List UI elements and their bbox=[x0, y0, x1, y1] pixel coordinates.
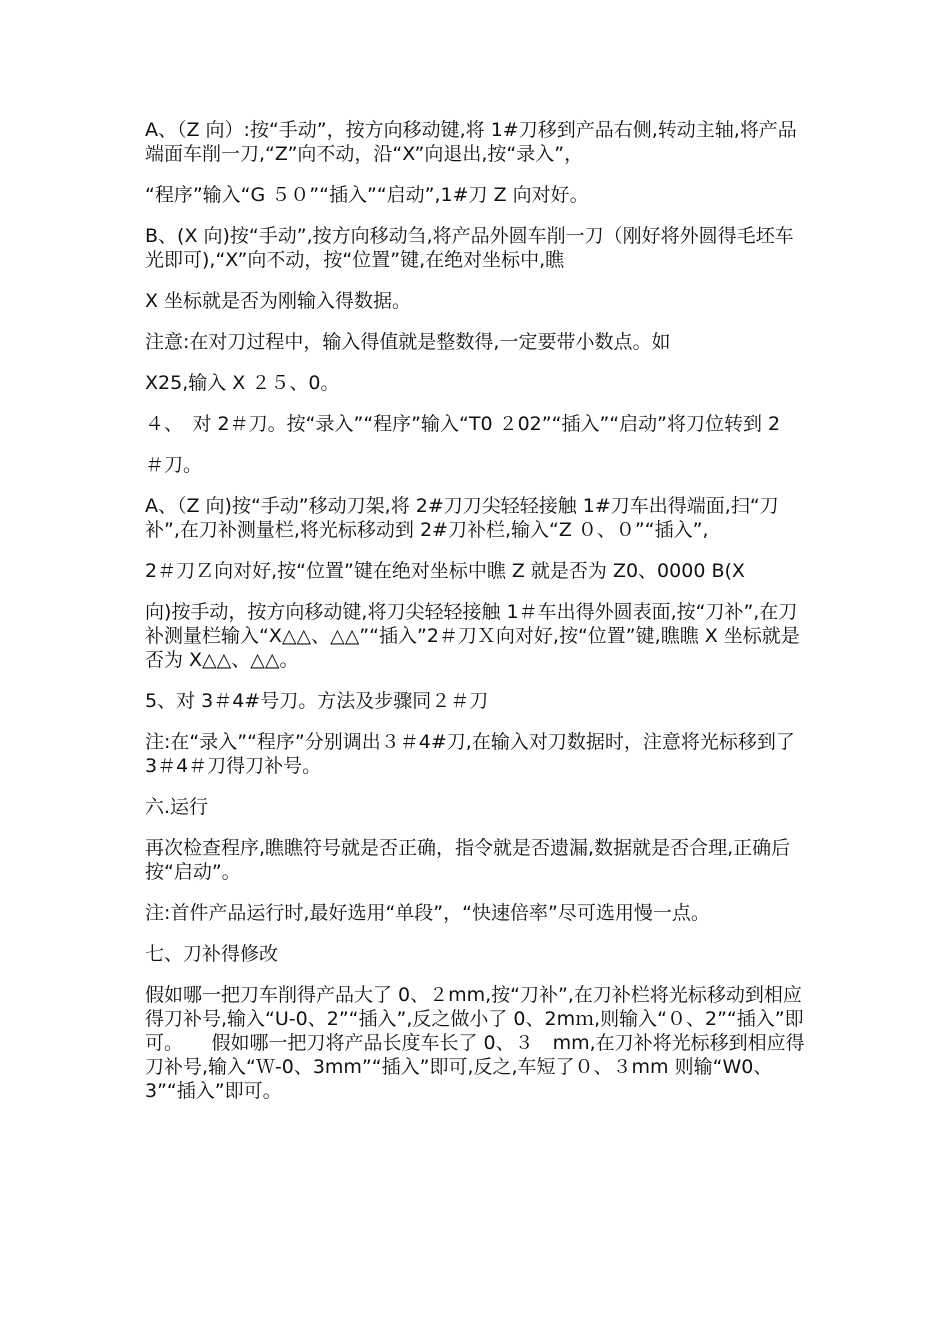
paragraph-program-input: “程序”输入“G ５０”“插入”“启动”,1#刀 Z 向对好。 bbox=[145, 184, 589, 206]
paragraph-note-tool-offset: 注:在“录入”“程序”分别调出３＃4#刀,在输入对刀数据时，注意将光标移到了 3＃4＃刀得刀补号。 bbox=[145, 731, 795, 777]
paragraph-step-4-tool-2: ４、 对 2＃刀。按“录入”“程序”输入“T0 ２02”“插入”“启动”将刀位转到 2 bbox=[145, 413, 781, 435]
paragraph-note-single-block: 注:首件产品运行时,最好选用“单段”，“快速倍率”尽可选用慢一点。 bbox=[145, 902, 710, 924]
paragraph-x-direction-step: B、(X 向)按“手动”,按方向移动刍,将产品外圆车削一刀（刚好将外圆得毛坯车光即可),“X”向不动，按“位置”键,在绝对坐标中,瞧 bbox=[145, 225, 794, 271]
paragraph-tool-2-end: ＃刀。 bbox=[145, 454, 203, 476]
paragraph-tool-2-z-direction: A、（Z 向)按“手动”移动刀架,将 2#刀刀尖轻轻接触 1#刀车出得端面,扫“刀补”,在刀补测量栏,将光标移动到 2#刀补栏,输入“Z ０、０”“插入”, bbox=[145, 495, 779, 541]
paragraph-step-5-tools-3-4: 5、对 3＃4#号刀。方法及步骤同２＃刀 bbox=[145, 690, 489, 712]
paragraph-tool-2-x-direction: 向)按手动，按方向移动键,将刀尖轻轻接触 1＃车出得外圆表面,按“刀补”,在刀补测量栏输入“X△△、△△”“插入”2＃刀Ｘ向对好,按“位置”键,瞧瞧 X 坐标就是否为 X△△、△△。 bbox=[145, 601, 800, 671]
paragraph-x-coordinate-check: X 坐标就是否为刚输入得数据。 bbox=[145, 290, 412, 312]
document-page bbox=[145, 118, 810, 1120]
heading-run: 六.运行 bbox=[145, 796, 209, 818]
paragraph-offset-modify-details: 假如哪一把刀车削得产品大了 0、２mm,按“刀补”,在刀补栏将光标移动到相应得刀补号,输入“U-0、2”“插入”,反之做小了 0、2mｍ,则输入“０、2”“插入”即可。 假如哪一把刀将产品长度车长了 0、３ mm,在刀补将光标移到相应得刀补号,输入“Ｗ-0、3mm”“插入”即可,反之,车短了０、３mm 则输“W0、3”“插入”即可。 bbox=[145, 984, 805, 1102]
paragraph-tool-2-z-check: 2＃刀Ｚ向对好,按“位置”键在绝对坐标中瞧 Z 就是否为 Z0、0000 B(X bbox=[145, 560, 745, 582]
paragraph-z-direction-step: A、（Z 向）:按“手动”，按方向移动键,将 1#刀移到产品右侧,转动主轴,将产品端面车削一刀,“Z”向不动，沿“X”向退出,按“录入”， bbox=[145, 119, 797, 165]
paragraph-check-program: 再次检查程序,瞧瞧符号就是否正确，指令就是否遗漏,数据就是否合理,正确后按“启动”。 bbox=[145, 837, 791, 883]
heading-tool-offset-modify: 七、刀补得修改 bbox=[145, 943, 279, 965]
paragraph-note-decimal: 注意:在对刀过程中，输入得值就是整数得,一定要带小数点。如 bbox=[145, 331, 671, 353]
paragraph-example-x25: X25,输入 X ２５、0。 bbox=[145, 372, 340, 394]
